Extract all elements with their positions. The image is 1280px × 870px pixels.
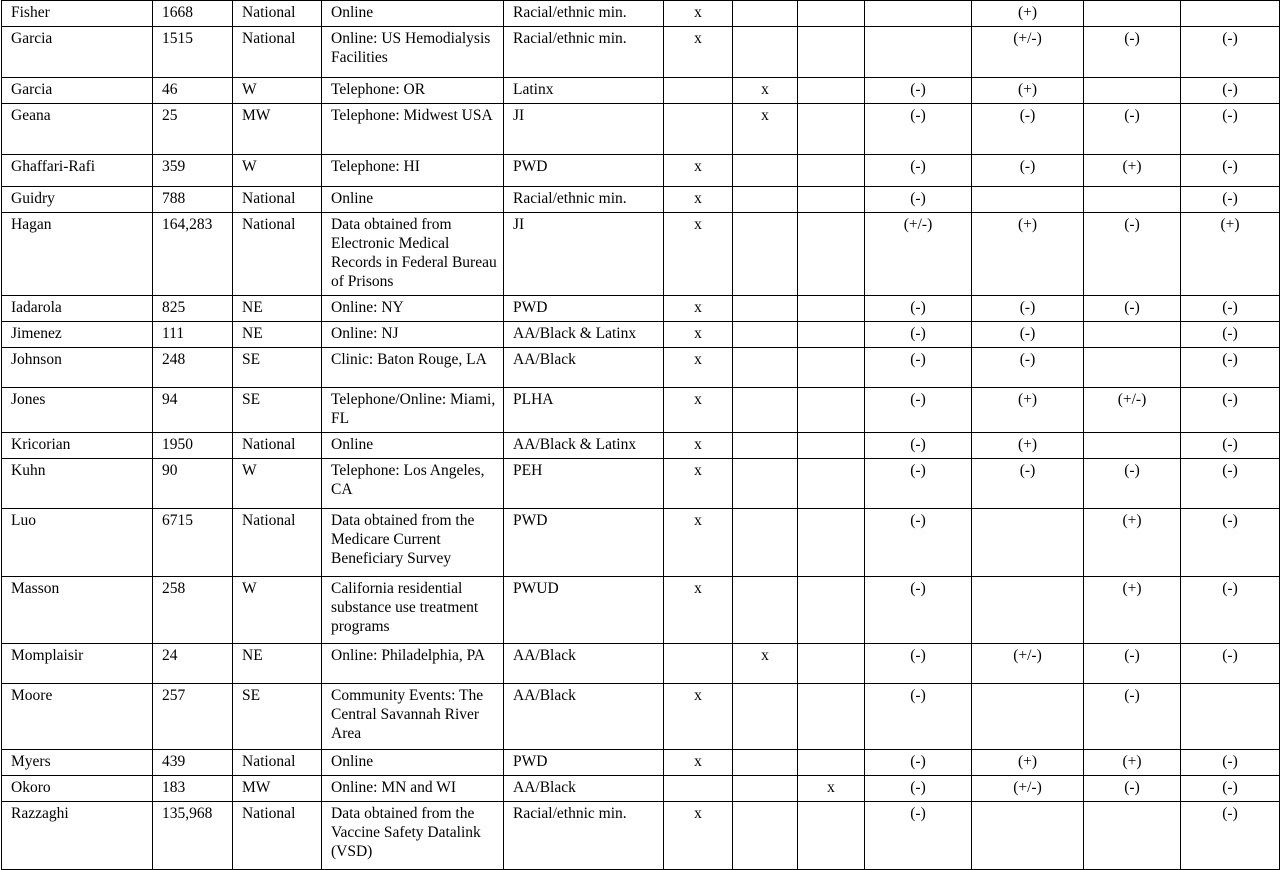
- cell-outcome-1: (-): [865, 644, 972, 684]
- cell-sample-size: 439: [153, 750, 233, 776]
- cell-outcome-4: [1181, 684, 1280, 750]
- cell-mark-2: [733, 187, 798, 213]
- cell-sample-size: 90: [153, 459, 233, 509]
- cell-author: Myers: [2, 750, 153, 776]
- cell-mark-1: x: [664, 388, 733, 433]
- cell-mark-3: x: [798, 776, 865, 802]
- cell-outcome-1: (-): [865, 433, 972, 459]
- cell-region: SE: [233, 388, 322, 433]
- cell-author: Geana: [2, 104, 153, 155]
- cell-sample-size: 1668: [153, 1, 233, 27]
- cell-outcome-1: (-): [865, 104, 972, 155]
- cell-outcome-2: (+): [972, 388, 1084, 433]
- cell-outcome-3: (-): [1084, 776, 1181, 802]
- cell-setting: Online: NJ: [322, 322, 504, 348]
- cell-mark-2: [733, 433, 798, 459]
- cell-population: Racial/ethnic min.: [504, 802, 664, 870]
- cell-author: Garcia: [2, 78, 153, 104]
- cell-setting: Online: NY: [322, 296, 504, 322]
- cell-outcome-4: (-): [1181, 802, 1280, 870]
- table-row: [2, 296, 1280, 322]
- cell-outcome-1: (-): [865, 322, 972, 348]
- table-row: [2, 750, 1280, 776]
- cell-mark-1: x: [664, 684, 733, 750]
- cell-mark-2: [733, 348, 798, 388]
- cell-sample-size: 248: [153, 348, 233, 388]
- cell-mark-1: x: [664, 348, 733, 388]
- cell-mark-3: [798, 684, 865, 750]
- cell-setting: Online: [322, 187, 504, 213]
- cell-population: JI: [504, 104, 664, 155]
- cell-setting: Community Events: The Central Savannah River Area: [322, 684, 504, 750]
- table-body: [2, 1, 1280, 870]
- cell-outcome-1: (-): [865, 348, 972, 388]
- cell-outcome-1: (-): [865, 509, 972, 577]
- cell-outcome-4: (-): [1181, 78, 1280, 104]
- cell-mark-1: x: [664, 322, 733, 348]
- cell-sample-size: 25: [153, 104, 233, 155]
- cell-region: MW: [233, 776, 322, 802]
- cell-mark-2: x: [733, 78, 798, 104]
- cell-author: Masson: [2, 577, 153, 644]
- cell-population: Latinx: [504, 78, 664, 104]
- table-row: [2, 776, 1280, 802]
- table-row: [2, 187, 1280, 213]
- cell-outcome-4: (+): [1181, 213, 1280, 296]
- table-row: [2, 433, 1280, 459]
- cell-mark-1: x: [664, 459, 733, 509]
- cell-author: Moore: [2, 684, 153, 750]
- cell-outcome-4: (-): [1181, 27, 1280, 78]
- table-row: [2, 684, 1280, 750]
- cell-mark-1: [664, 776, 733, 802]
- cell-mark-2: [733, 802, 798, 870]
- cell-mark-3: [798, 459, 865, 509]
- table-row: [2, 388, 1280, 433]
- table-row: [2, 644, 1280, 684]
- cell-mark-3: [798, 1, 865, 27]
- table-row: [2, 802, 1280, 870]
- cell-author: Fisher: [2, 1, 153, 27]
- table-row: [2, 577, 1280, 644]
- cell-outcome-2: (+/-): [972, 27, 1084, 78]
- cell-outcome-1: (-): [865, 776, 972, 802]
- cell-outcome-1: (-): [865, 750, 972, 776]
- cell-mark-3: [798, 750, 865, 776]
- cell-outcome-3: (-): [1084, 684, 1181, 750]
- cell-outcome-4: (-): [1181, 348, 1280, 388]
- cell-mark-3: [798, 348, 865, 388]
- cell-sample-size: 183: [153, 776, 233, 802]
- cell-mark-3: [798, 155, 865, 187]
- cell-author: Luo: [2, 509, 153, 577]
- cell-population: AA/Black: [504, 348, 664, 388]
- cell-outcome-2: (-): [972, 459, 1084, 509]
- table-row: [2, 27, 1280, 78]
- cell-mark-1: x: [664, 577, 733, 644]
- cell-setting: Online: Philadelphia, PA: [322, 644, 504, 684]
- cell-region: National: [233, 802, 322, 870]
- cell-outcome-1: (-): [865, 155, 972, 187]
- cell-setting: Online: [322, 750, 504, 776]
- cell-author: Iadarola: [2, 296, 153, 322]
- cell-outcome-2: [972, 802, 1084, 870]
- cell-region: NE: [233, 644, 322, 684]
- cell-mark-3: [798, 388, 865, 433]
- cell-population: AA/Black & Latinx: [504, 433, 664, 459]
- cell-outcome-1: (-): [865, 187, 972, 213]
- cell-setting: Data obtained from Electronic Medical Records in Federal Bureau of Prisons: [322, 213, 504, 296]
- cell-region: National: [233, 213, 322, 296]
- cell-outcome-4: (-): [1181, 433, 1280, 459]
- cell-outcome-2: (+): [972, 1, 1084, 27]
- cell-region: W: [233, 78, 322, 104]
- cell-outcome-4: (-): [1181, 776, 1280, 802]
- cell-mark-3: [798, 27, 865, 78]
- cell-setting: Online: [322, 1, 504, 27]
- cell-mark-3: [798, 104, 865, 155]
- cell-mark-1: x: [664, 213, 733, 296]
- cell-outcome-1: (-): [865, 802, 972, 870]
- cell-outcome-3: [1084, 78, 1181, 104]
- cell-author: Ghaffari-Rafi: [2, 155, 153, 187]
- cell-mark-1: x: [664, 750, 733, 776]
- cell-author: Garcia: [2, 27, 153, 78]
- cell-mark-1: x: [664, 1, 733, 27]
- cell-outcome-3: (+): [1084, 577, 1181, 644]
- cell-region: National: [233, 27, 322, 78]
- cell-population: JI: [504, 213, 664, 296]
- cell-region: W: [233, 459, 322, 509]
- cell-region: W: [233, 155, 322, 187]
- cell-outcome-1: (-): [865, 78, 972, 104]
- cell-setting: Telephone/Online: Miami, FL: [322, 388, 504, 433]
- cell-mark-2: [733, 684, 798, 750]
- cell-outcome-2: (+): [972, 750, 1084, 776]
- cell-outcome-3: [1084, 433, 1181, 459]
- cell-mark-1: x: [664, 27, 733, 78]
- table-row: [2, 348, 1280, 388]
- cell-outcome-3: [1084, 1, 1181, 27]
- cell-region: NE: [233, 296, 322, 322]
- cell-outcome-2: (-): [972, 104, 1084, 155]
- cell-population: PWUD: [504, 577, 664, 644]
- cell-outcome-4: (-): [1181, 322, 1280, 348]
- cell-outcome-2: (+/-): [972, 644, 1084, 684]
- cell-mark-3: [798, 213, 865, 296]
- cell-outcome-1: (+/-): [865, 213, 972, 296]
- cell-outcome-3: (-): [1084, 644, 1181, 684]
- cell-mark-2: [733, 322, 798, 348]
- cell-setting: Telephone: Midwest USA: [322, 104, 504, 155]
- cell-outcome-2: (-): [972, 322, 1084, 348]
- cell-mark-3: [798, 644, 865, 684]
- cell-outcome-3: [1084, 187, 1181, 213]
- cell-region: SE: [233, 348, 322, 388]
- cell-mark-1: x: [664, 155, 733, 187]
- cell-mark-2: x: [733, 644, 798, 684]
- cell-outcome-4: (-): [1181, 104, 1280, 155]
- cell-author: Razzaghi: [2, 802, 153, 870]
- cell-mark-3: [798, 187, 865, 213]
- cell-mark-3: [798, 802, 865, 870]
- cell-outcome-3: (+): [1084, 509, 1181, 577]
- cell-outcome-3: (-): [1084, 213, 1181, 296]
- table-row: [2, 78, 1280, 104]
- cell-population: Racial/ethnic min.: [504, 27, 664, 78]
- cell-region: NE: [233, 322, 322, 348]
- cell-outcome-2: (+): [972, 213, 1084, 296]
- cell-mark-2: [733, 296, 798, 322]
- cell-outcome-1: (-): [865, 296, 972, 322]
- cell-setting: Data obtained from the Vaccine Safety Datalink (VSD): [322, 802, 504, 870]
- cell-population: PWD: [504, 750, 664, 776]
- cell-sample-size: 258: [153, 577, 233, 644]
- cell-author: Okoro: [2, 776, 153, 802]
- cell-outcome-2: (-): [972, 348, 1084, 388]
- cell-mark-1: x: [664, 296, 733, 322]
- cell-sample-size: 94: [153, 388, 233, 433]
- cell-mark-3: [798, 433, 865, 459]
- cell-outcome-3: (-): [1084, 104, 1181, 155]
- cell-author: Momplaisir: [2, 644, 153, 684]
- cell-author: Kuhn: [2, 459, 153, 509]
- cell-population: AA/Black & Latinx: [504, 322, 664, 348]
- cell-author: Jones: [2, 388, 153, 433]
- cell-setting: Telephone: OR: [322, 78, 504, 104]
- cell-outcome-3: [1084, 348, 1181, 388]
- cell-outcome-3: (-): [1084, 27, 1181, 78]
- cell-region: National: [233, 509, 322, 577]
- cell-outcome-4: (-): [1181, 388, 1280, 433]
- cell-outcome-3: [1084, 802, 1181, 870]
- cell-outcome-2: (-): [972, 296, 1084, 322]
- cell-outcome-1: [865, 27, 972, 78]
- cell-sample-size: 164,283: [153, 213, 233, 296]
- cell-region: W: [233, 577, 322, 644]
- cell-mark-2: [733, 27, 798, 78]
- cell-sample-size: 6715: [153, 509, 233, 577]
- cell-outcome-1: (-): [865, 577, 972, 644]
- cell-setting: California residential substance use treatment programs: [322, 577, 504, 644]
- cell-setting: Data obtained from the Medicare Current Beneficiary Survey: [322, 509, 504, 577]
- cell-author: Johnson: [2, 348, 153, 388]
- cell-author: Guidry: [2, 187, 153, 213]
- cell-mark-2: [733, 509, 798, 577]
- cell-population: AA/Black: [504, 644, 664, 684]
- cell-author: Kricorian: [2, 433, 153, 459]
- cell-sample-size: 1515: [153, 27, 233, 78]
- cell-sample-size: 788: [153, 187, 233, 213]
- cell-outcome-4: (-): [1181, 577, 1280, 644]
- cell-author: Jimenez: [2, 322, 153, 348]
- cell-mark-2: [733, 155, 798, 187]
- cell-outcome-4: (-): [1181, 459, 1280, 509]
- cell-population: PWD: [504, 296, 664, 322]
- cell-outcome-2: (+/-): [972, 776, 1084, 802]
- studies-table: [1, 0, 1280, 870]
- cell-population: AA/Black: [504, 776, 664, 802]
- cell-outcome-4: (-): [1181, 187, 1280, 213]
- cell-region: MW: [233, 104, 322, 155]
- cell-outcome-4: (-): [1181, 296, 1280, 322]
- cell-outcome-2: (+): [972, 433, 1084, 459]
- cell-outcome-1: (-): [865, 684, 972, 750]
- cell-outcome-4: (-): [1181, 644, 1280, 684]
- cell-mark-2: [733, 388, 798, 433]
- cell-mark-2: [733, 213, 798, 296]
- cell-setting: Clinic: Baton Rouge, LA: [322, 348, 504, 388]
- cell-sample-size: 135,968: [153, 802, 233, 870]
- cell-outcome-3: (-): [1084, 296, 1181, 322]
- cell-outcome-2: (+): [972, 78, 1084, 104]
- cell-population: PWD: [504, 155, 664, 187]
- cell-mark-2: [733, 1, 798, 27]
- cell-mark-3: [798, 296, 865, 322]
- cell-population: PLHA: [504, 388, 664, 433]
- cell-population: PEH: [504, 459, 664, 509]
- cell-setting: Online: US Hemodialysis Facilities: [322, 27, 504, 78]
- cell-mark-3: [798, 509, 865, 577]
- cell-mark-1: [664, 644, 733, 684]
- cell-region: National: [233, 750, 322, 776]
- cell-mark-3: [798, 322, 865, 348]
- cell-outcome-2: [972, 684, 1084, 750]
- cell-mark-3: [798, 577, 865, 644]
- cell-mark-1: x: [664, 433, 733, 459]
- cell-outcome-3: (+): [1084, 155, 1181, 187]
- cell-sample-size: 359: [153, 155, 233, 187]
- cell-sample-size: 24: [153, 644, 233, 684]
- cell-outcome-2: (-): [972, 155, 1084, 187]
- cell-mark-2: [733, 577, 798, 644]
- cell-outcome-3: (+/-): [1084, 388, 1181, 433]
- cell-population: AA/Black: [504, 684, 664, 750]
- cell-sample-size: 111: [153, 322, 233, 348]
- cell-region: National: [233, 1, 322, 27]
- cell-outcome-3: [1084, 322, 1181, 348]
- cell-outcome-3: (-): [1084, 459, 1181, 509]
- cell-population: PWD: [504, 509, 664, 577]
- table-row: [2, 459, 1280, 509]
- table-row: [2, 1, 1280, 27]
- cell-outcome-1: (-): [865, 388, 972, 433]
- cell-setting: Telephone: Los Angeles, CA: [322, 459, 504, 509]
- cell-sample-size: 825: [153, 296, 233, 322]
- cell-outcome-1: (-): [865, 459, 972, 509]
- cell-mark-1: [664, 104, 733, 155]
- cell-region: National: [233, 187, 322, 213]
- cell-mark-2: [733, 750, 798, 776]
- table-row: [2, 509, 1280, 577]
- cell-sample-size: 1950: [153, 433, 233, 459]
- cell-mark-3: [798, 78, 865, 104]
- table-row: [2, 213, 1280, 296]
- cell-population: Racial/ethnic min.: [504, 1, 664, 27]
- cell-mark-2: x: [733, 104, 798, 155]
- table-row: [2, 155, 1280, 187]
- cell-mark-1: x: [664, 802, 733, 870]
- cell-population: Racial/ethnic min.: [504, 187, 664, 213]
- cell-mark-2: [733, 459, 798, 509]
- cell-outcome-2: [972, 509, 1084, 577]
- cell-outcome-2: [972, 577, 1084, 644]
- cell-setting: Online: MN and WI: [322, 776, 504, 802]
- cell-mark-1: [664, 78, 733, 104]
- cell-outcome-2: [972, 187, 1084, 213]
- cell-mark-1: x: [664, 509, 733, 577]
- cell-setting: Telephone: HI: [322, 155, 504, 187]
- cell-mark-2: [733, 776, 798, 802]
- cell-outcome-3: (+): [1084, 750, 1181, 776]
- cell-author: Hagan: [2, 213, 153, 296]
- cell-outcome-4: [1181, 1, 1280, 27]
- cell-setting: Online: [322, 433, 504, 459]
- table-row: [2, 104, 1280, 155]
- cell-region: SE: [233, 684, 322, 750]
- table-row: [2, 322, 1280, 348]
- cell-sample-size: 257: [153, 684, 233, 750]
- cell-region: National: [233, 433, 322, 459]
- cell-outcome-4: (-): [1181, 155, 1280, 187]
- cell-outcome-4: (-): [1181, 750, 1280, 776]
- cell-outcome-1: [865, 1, 972, 27]
- cell-mark-1: x: [664, 187, 733, 213]
- cell-outcome-4: (-): [1181, 509, 1280, 577]
- cell-sample-size: 46: [153, 78, 233, 104]
